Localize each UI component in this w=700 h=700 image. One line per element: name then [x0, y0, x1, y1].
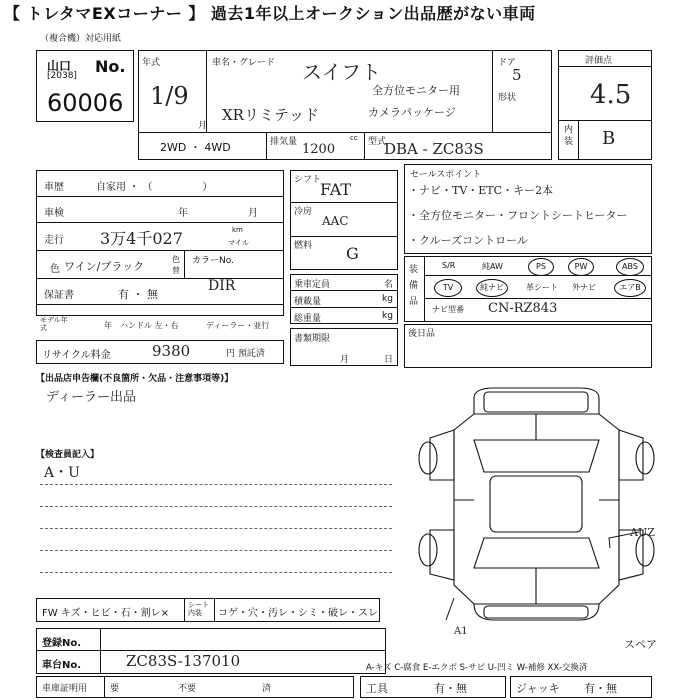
colorno-label: カラーNo.	[192, 256, 234, 266]
jack-value: 有・無	[584, 682, 617, 695]
equip-navi: 純ナビ	[476, 279, 508, 297]
color-value: ワイン/ブラック	[64, 260, 145, 273]
equip-sr: S/R	[442, 261, 456, 270]
damage-mark-rear-right: AUZ	[630, 526, 655, 539]
displacement-label: 排気量	[270, 137, 298, 147]
lot-number: 60006	[47, 89, 124, 117]
lot-prefix-code: [2038]	[47, 71, 77, 81]
sales-point-2: ・全方位モニター・フロントシートヒーター	[408, 209, 628, 222]
recycle-unit: 円 預託済	[226, 349, 265, 359]
weight-unit: kg	[382, 311, 393, 321]
car-damage-diagram	[414, 380, 664, 630]
year-value: 1/9	[150, 82, 189, 110]
after-fit-label: 後日品	[408, 329, 436, 339]
equipment-label: 装備品	[409, 265, 419, 307]
equip-abs: ABS	[616, 258, 644, 276]
seat-legend-text: コゲ・穴・汚レ・シミ・破レ・スレ	[218, 608, 378, 619]
warranty-label: 保証書	[44, 290, 74, 301]
mileage-label: 走行	[44, 235, 64, 246]
equip-tv: TV	[434, 279, 462, 297]
inspection-year-unit: 年	[178, 208, 188, 219]
sales-point-3: ・クルーズコントロール	[408, 234, 528, 247]
after-fit-block	[404, 324, 652, 368]
colorno-value: DIR	[208, 278, 236, 294]
cert-option-1: 要	[110, 684, 120, 694]
docs-label: 書類期限	[294, 334, 331, 344]
interior-label: 内装	[564, 125, 574, 147]
type-value: DBA - ZC83S	[384, 140, 484, 158]
modelyear-year-unit: 年	[104, 321, 112, 330]
weight-label: 総重量	[294, 314, 322, 324]
displacement-unit: cc	[350, 134, 358, 142]
chassis-value: ZC83S-137010	[126, 652, 241, 670]
history-label: 車歴	[44, 182, 64, 193]
spare-label: スペア	[624, 638, 657, 651]
score-label: 評価点	[585, 56, 613, 66]
score-value: 4.5	[590, 80, 632, 110]
fw-legend-text: FW キズ・ヒビ・石・割レ×	[42, 608, 169, 619]
type-label: 型式	[368, 137, 387, 147]
equip-aw: 純AW	[482, 262, 503, 271]
model-grade: XRリミテッド	[222, 106, 319, 124]
navi-model-label: ナビ型番	[432, 305, 464, 314]
year-label: 年式	[142, 58, 161, 68]
seat-label: シート内装	[188, 601, 209, 617]
inspector-notes-label: 【検査員記入】	[36, 450, 100, 460]
sales-point-1: ・ナビ・TV・ETC・キー2本	[408, 184, 554, 197]
doors-label: ドア	[498, 58, 516, 68]
tools-label: 工具	[366, 682, 388, 695]
year-month-unit: 月	[198, 121, 208, 131]
color-label: 色	[50, 264, 60, 275]
model-label: 車名・グレード	[212, 58, 276, 68]
equip-airbag: エアB	[614, 279, 646, 297]
exhibitor-notes-value: ディーラー出品	[46, 390, 136, 405]
cert-option-2: 不要	[178, 684, 197, 694]
damage-mark-front-left: A1	[454, 626, 468, 637]
ac-label: 冷房	[294, 207, 313, 217]
load-label: 積載量	[294, 297, 322, 307]
lot-prefix: 山口	[47, 59, 72, 73]
mileage-unit: km	[232, 226, 243, 234]
displacement-value: 1200	[302, 142, 336, 157]
fuel-label: 燃料	[294, 241, 313, 251]
mileage-value: 3万4千027	[100, 229, 183, 248]
handle-label: ハンドル 左・右	[120, 321, 179, 330]
exhibitor-notes-label: 【出品店申告欄(不良箇所・欠品・注意事項等)】	[36, 374, 234, 384]
shift-value: FAT	[320, 180, 352, 199]
inspector-notes-value: A・U	[44, 465, 80, 481]
drive-options: 2WD ・ 4WD	[160, 141, 231, 154]
navi-model-value: CN-RZ843	[488, 301, 558, 316]
modelyear-label: モデル年式	[40, 316, 68, 332]
equip-ext-navi: 外ナビ	[572, 283, 596, 292]
capacity-label: 乗車定員	[294, 280, 331, 290]
tools-value: 有・無	[434, 682, 467, 695]
jack-label: ジャッキ	[516, 682, 560, 695]
warranty-value: 有 ・ 無	[118, 288, 158, 301]
shift-label: シフト	[294, 175, 322, 185]
fuel-value: G	[346, 244, 359, 263]
garage-cert-label: 車庫証明用	[42, 684, 88, 694]
model-grade-line2: カメラパッケージ	[368, 106, 456, 119]
equip-ps: PS	[528, 258, 554, 276]
interior-value: B	[602, 128, 616, 149]
header-title: 【 トレタマEXコーナー 】 過去1年以上オークション出品歴がない車両	[4, 4, 536, 23]
model-grade-line1: 全方位モニター用	[372, 84, 460, 97]
legend-codes: A-キズ C-腐食 E-エクボ S-サビ U-凹ミ W-補修 XX-交換済	[366, 663, 588, 673]
recycle-label: リサイクル料金	[42, 350, 111, 361]
chassis-label: 車台No.	[42, 660, 82, 671]
lot-box	[36, 50, 134, 122]
inspection-label: 車検	[44, 208, 64, 219]
mileage-unit2: マイル	[228, 239, 249, 247]
equip-pw: PW	[568, 258, 594, 276]
docs-month-unit: 月	[340, 355, 350, 365]
load-unit: kg	[382, 294, 393, 304]
model-name: スイフト	[302, 60, 381, 84]
doors-value: 5	[512, 66, 522, 84]
cert-option-3: 済	[262, 684, 272, 694]
dealer-label: ディーラー・並行	[206, 321, 270, 330]
docs-day-unit: 日	[384, 355, 394, 365]
registration-label: 登録No.	[42, 638, 82, 649]
recycle-value: 9380	[152, 342, 191, 360]
history-value: 自家用 ・ （ ）	[96, 182, 213, 193]
color-change-label: 色替	[172, 255, 180, 275]
equip-leather: 革シート	[526, 283, 558, 292]
ac-value: AAC	[322, 214, 349, 228]
capacity-unit: 名	[384, 280, 394, 290]
paper-note: （複合機）対応用紙	[40, 34, 122, 44]
sales-points-label: セールスポイント	[410, 170, 482, 180]
lot-no-label: No.	[95, 57, 126, 76]
inspection-month-unit: 月	[248, 208, 258, 219]
shape-label: 形状	[498, 93, 517, 103]
